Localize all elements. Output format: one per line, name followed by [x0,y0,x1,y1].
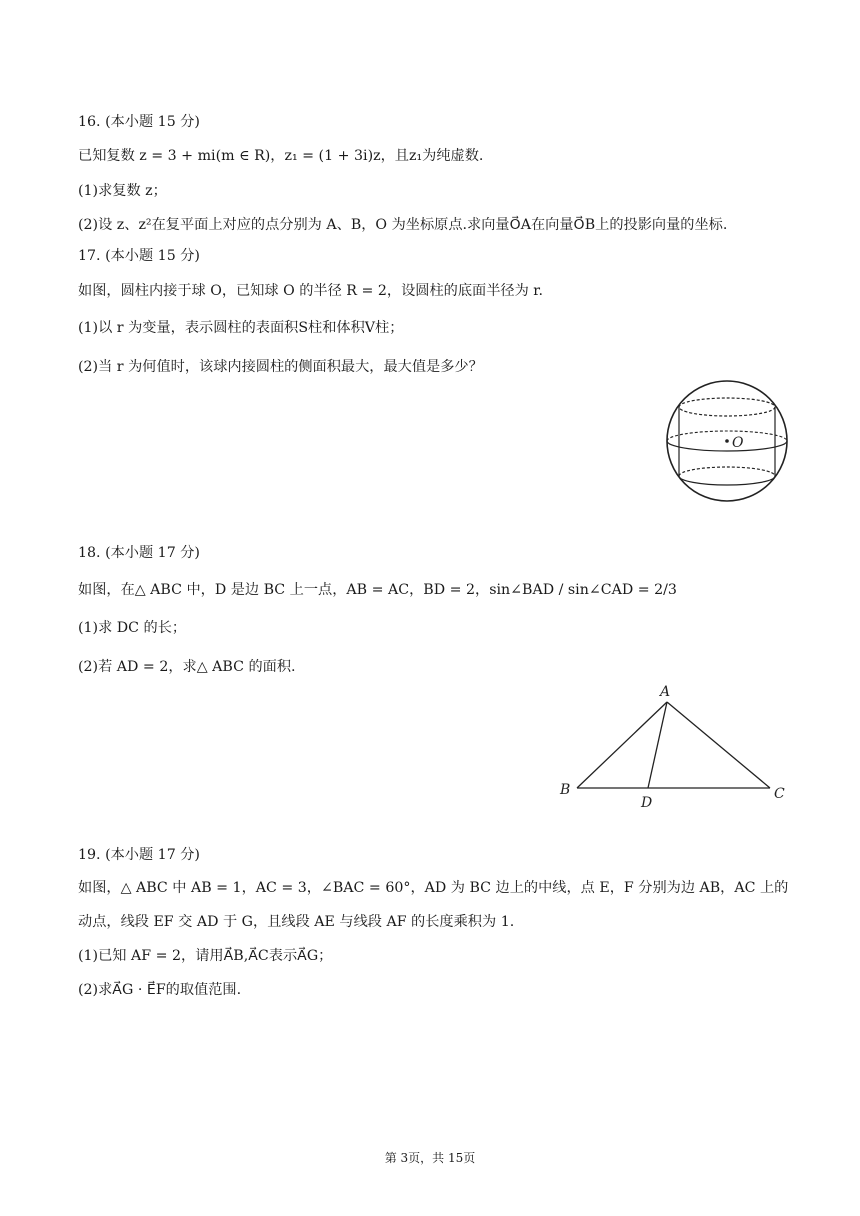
problem-17-part-2: (2)当 r 为何值时，该球内接圆柱的侧面积最大，最大值是多少？ [78,359,483,375]
problem-16-statement: 已知复数 z = 3 + mi(m ∈ R)，z₁ = (1 + 3i)z，且z₁为纯虚数. [78,148,484,164]
problem-18-statement: 如图，在△ ABC 中，D 是边 BC 上一点，AB = AC，BD = 2，sin∠BAD / sin∠CAD = 2/3 [78,582,677,598]
problem-17-header: 17. (本小题 15 分) [78,248,200,264]
problem-16-header: 16. (本小题 15 分) [78,114,200,130]
center-label: O [732,435,744,451]
problem-19-header: 19. (本小题 17 分) [78,847,200,863]
problem-17-part-1: (1)以 r 为变量，表示圆柱的表面积S柱和体积V柱； [78,320,404,336]
problem-17-statement: 如图，圆柱内接于球 O，已知球 O 的半径 R = 2，设圆柱的底面半径为 r. [78,283,544,299]
cylinder-bottom-back [679,467,775,476]
problem-18-part-2: (2)若 AD = 2，求△ ABC 的面积. [78,659,296,675]
problem-16-part-2: (2)设 z、z²在复平面上对应的点分别为 A、B，O 为坐标原点.求向量O⃗A在向量O⃗B上的投影向量的坐标. [78,217,728,233]
segment-ab [577,702,667,788]
triangle-figure [552,680,797,810]
problem-18-part-1: (1)求 DC 的长； [78,620,187,636]
sphere-cylinder-figure [662,374,792,509]
cylinder-top-ellipse [679,398,775,416]
problem-19-statement-line-1: 如图，△ ABC 中 AB = 1，AC = 3，∠BAC = 60°，AD 为 BC 边上的中线，点 E，F 分别为边 AB，AC 上的 [78,880,789,896]
problem-19-part-2: (2)求A⃗G · E⃗F的取值范围. [78,982,242,998]
vertex-c-label: C [774,786,785,802]
vertex-b-label: B [560,782,571,798]
vertex-d-label: D [641,795,653,810]
page-footer: 第 3页，共 15页 [384,1151,476,1165]
center-point [725,439,729,443]
vertex-a-label: A [660,684,671,700]
problem-19-part-1: (1)已知 AF = 2，请用A⃗B,A⃗C表示A⃗G； [78,948,333,964]
cylinder-bottom-front [679,476,775,485]
problem-19-statement-line-2: 动点，线段 EF 交 AD 于 G，且线段 AE 与线段 AF 的长度乘积为 1. [78,914,515,930]
problem-18-header: 18. (本小题 17 分) [78,545,200,561]
segment-ac [667,702,770,788]
problem-16-part-1: (1)求复数 z； [78,183,167,199]
segment-ad [648,702,667,788]
